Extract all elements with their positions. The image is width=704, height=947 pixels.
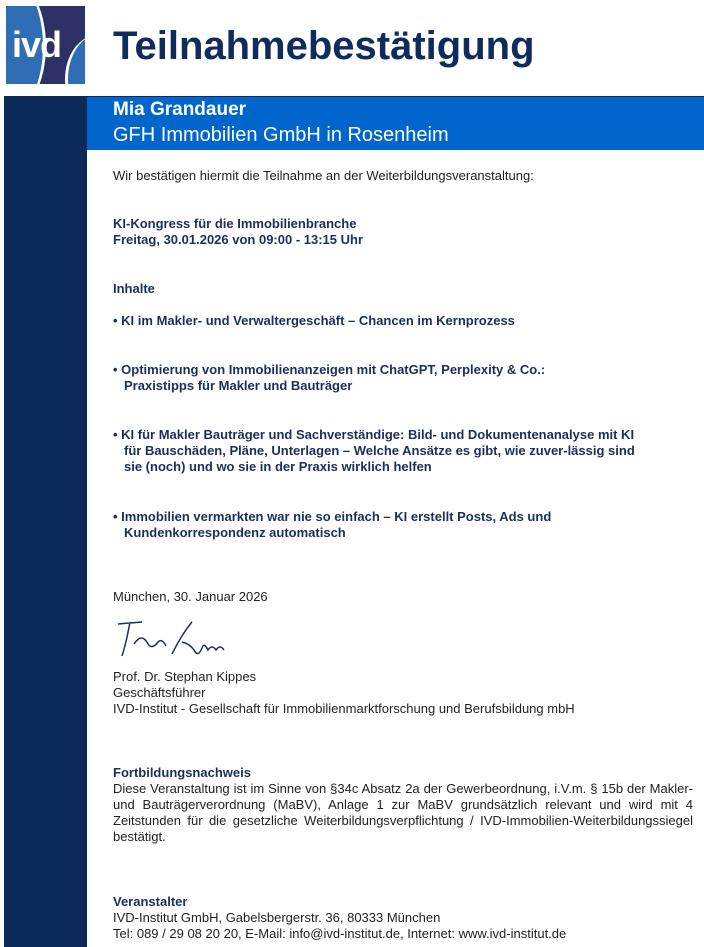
page-title: Teilnahmebestätigung bbox=[113, 24, 535, 68]
signer-role: Geschäftsführer bbox=[113, 685, 206, 700]
organizer-contact: Tel: 089 / 29 08 20 20, E-Mail: info@ivd-institut.de, Internet: www.ivd-institut.de bbox=[113, 926, 567, 941]
participant-company: GFH Immobilien GmbH in Rosenheim bbox=[113, 124, 449, 146]
signer-name: Prof. Dr. Stephan Kippes bbox=[113, 669, 257, 684]
participant-name: Mia Grandauer bbox=[113, 99, 247, 120]
signer-org: IVD-Institut - Gesellschaft für Immobilienmarktforschung und Berufsbildung mbH bbox=[113, 701, 575, 716]
list-item: • KI im Makler- und Verwaltergeschäft – Chancen im Kernprozess bbox=[113, 313, 515, 328]
certificate-heading: Fortbildungsnachweis bbox=[113, 765, 251, 780]
event-name: KI-Kongress für die Immobilienbranche bbox=[113, 216, 357, 231]
list-item: • Immobilien vermarkten war nie so einfach – KI erstellt Posts, Ads und Kundenkorrespondenz automatisch bbox=[113, 509, 552, 540]
organizer-heading: Veranstalter bbox=[113, 894, 188, 909]
ivd-logo: ivd bbox=[6, 6, 85, 84]
list-item: • KI für Makler Bauträger und Sachverständige: Bild- und Dokumentenanalyse mit KI für Bauschäden, Pläne, Unterlagen – Welche Ansätze es gibt, wie zuver-lässig sind sie (noch) und wo sie in der Praxis wirklich helfen bbox=[113, 427, 635, 474]
certificate-text: Diese Veranstaltung ist im Sinne von §34c Absatz 2a der Gewerbeordnung, i.V.m. § 15b der Makler- und Bauträgerverordnung (MaBV), Anlage 1 zur MaBV grundsätzlich relevant und wird mit 4 Zeitstunden für die gesetzliche Weiterbildungsverpflichtung / IVD-Immobilien-Weiterbildungssiegel bestätigt. bbox=[113, 781, 693, 844]
event-date: Freitag, 30.01.2026 von 09:00 - 13:15 Uhr bbox=[113, 232, 364, 247]
place-date: München, 30. Januar 2026 bbox=[113, 589, 268, 604]
contents-heading: Inhalte bbox=[113, 281, 155, 296]
signature bbox=[112, 614, 232, 664]
sidebar-bar bbox=[4, 96, 87, 947]
intro-text: Wir bestätigen hiermit die Teilnahme an der Weiterbildungsveranstaltung: bbox=[113, 168, 534, 183]
list-item: • Optimierung von Immobilienanzeigen mit ChatGPT, Perplexity & Co.: Praxistipps für Makler und Bauträger bbox=[113, 362, 546, 393]
organizer-address: IVD-Institut GmbH, Gabelsbergerstr. 36, 80333 München bbox=[113, 910, 441, 925]
